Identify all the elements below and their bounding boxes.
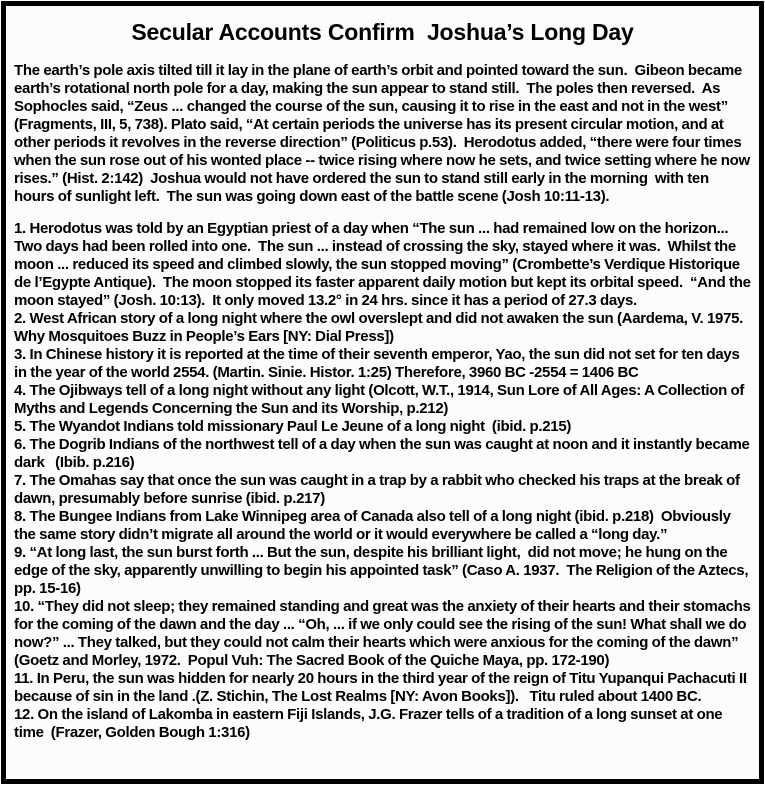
list-item: 8. The Bungee Indians from Lake Winnipeg area of Canada also tell of a long night (ibid. p.218) Obviously the same story didn’t migrate all around the world or it would everywhere be called a “long day.” — [14, 508, 735, 543]
list-item: 3. In Chinese history it is reported at the time of their seventh emperor, Yao, the sun did not set for ten days in the year of the world 2554. (Martin. Sinie. Histor. 1:25) Therefore, 3960 BC -2554 = 1406 BC — [14, 346, 747, 381]
list-item: 12. On the island of Lakomba in eastern Fiji Islands, J.G. Frazer tells of a tradition of a long sunset at one time (Frazer, Golden Bough 1:316) — [14, 706, 726, 741]
intro-paragraph: The earth’s pole axis tilted till it lay in the plane of earth’s orbit and pointed toward the sun. Gibeon became earth’s rotational north pole for a day, making the sun appear to stand still. The poles then reversed. As Sophocles said, “Zeus ... changed the course of the sun, causing it to rise in the east and not in the west” (Fragments, III, 5, 738). Plato said, “At certain periods the universe has its present circular motion, and at other periods it revolves in the reverse direction” (Politicus p.53). Herodotus added, “there were four times when the sun rose out of his wonted place -- twice rising where now he sets, and twice setting where he now rises.” (Hist. 2:142) Joshua would not have ordered the sun to stand still early in the morning with ten hours of sunlight left. The sun was going down east of the battle scene (Josh 10:11-13). — [14, 62, 754, 205]
page-title: Secular Accounts Confirm Joshua’s Long Day — [131, 19, 634, 45]
list-item: 4. The Ojibways tell of a long night without any light (Olcott, W.T., 1914, Sun Lore of All Ages: A Collection of Myths and Legends Concerning the Sun and its Worship, p.212) — [14, 382, 748, 417]
list-item: 11. In Peru, the sun was hidden for nearly 20 hours in the third year of the reign of Titu Yupanqui Pachacuti II because of sin in the land .(Z. Stichin, The Lost Realms [NY: Avon Books]). Titu ruled about 1400 BC. — [14, 670, 751, 705]
list-item: 7. The Omahas say that once the sun was caught in a trap by a rabbit who checked his traps at the break of dawn, presumably before sunrise (ibid. p.217) — [14, 472, 744, 507]
document-page — [1, 1, 764, 784]
list-item: 1. Herodotus was told by an Egyptian priest of a day when “The sun ... had remained low on the horizon... Two days had been rolled into one. The sun ... instead of crossing the sky, stayed where it was. Whilst the moon ... reduced its speed and climbed slowly, the sun stopped moving” (Crombette’s Verdique Historique de l’Egypte Antique). The moon stopped its faster apparent daily motion but kept its orbital speed. “And the moon stayed” (Josh. 10:13). It only moved 13.2° in 24 hrs. since it has a period of 27.3 days. — [14, 220, 755, 309]
list-item: 9. “At long last, the sun burst forth ... But the sun, despite his brilliant light, did not move; he hung on the edge of the sky, apparently unwilling to begin his appointed task” (Caso A. 1937. The Religion of the Aztecs, pp. 15-16) — [14, 544, 752, 597]
list-item: 10. “They did not sleep; they remained standing and great was the anxiety of their hearts and their stomachs for the coming of the dawn and the day ... “Oh, ... if we only could see the rising of the sun! What shall we do now?” ... They talked, but they could not calm their hearts which were anxious for the coming of the dawn” (Goetz and Morley, 1972. Popul Vuh: The Sacred Book of the Quiche Maya, pp. 172-190) — [14, 598, 755, 669]
list-item: 5. The Wyandot Indians told missionary Paul Le Jeune of a long night (ibid. p.215) — [14, 418, 572, 435]
list-item: 6. The Dogrib Indians of the northwest tell of a day when the sun was caught at noon and it instantly became dark (Ibib. p.216) — [14, 436, 754, 471]
numbered-list — [14, 220, 755, 742]
list-item: 2. West African story of a long night where the owl overslept and did not awaken the sun (Aardema, V. 1975. Why Mosquitoes Buzz in People’s Ears [NY: Dial Press]) — [14, 310, 747, 345]
